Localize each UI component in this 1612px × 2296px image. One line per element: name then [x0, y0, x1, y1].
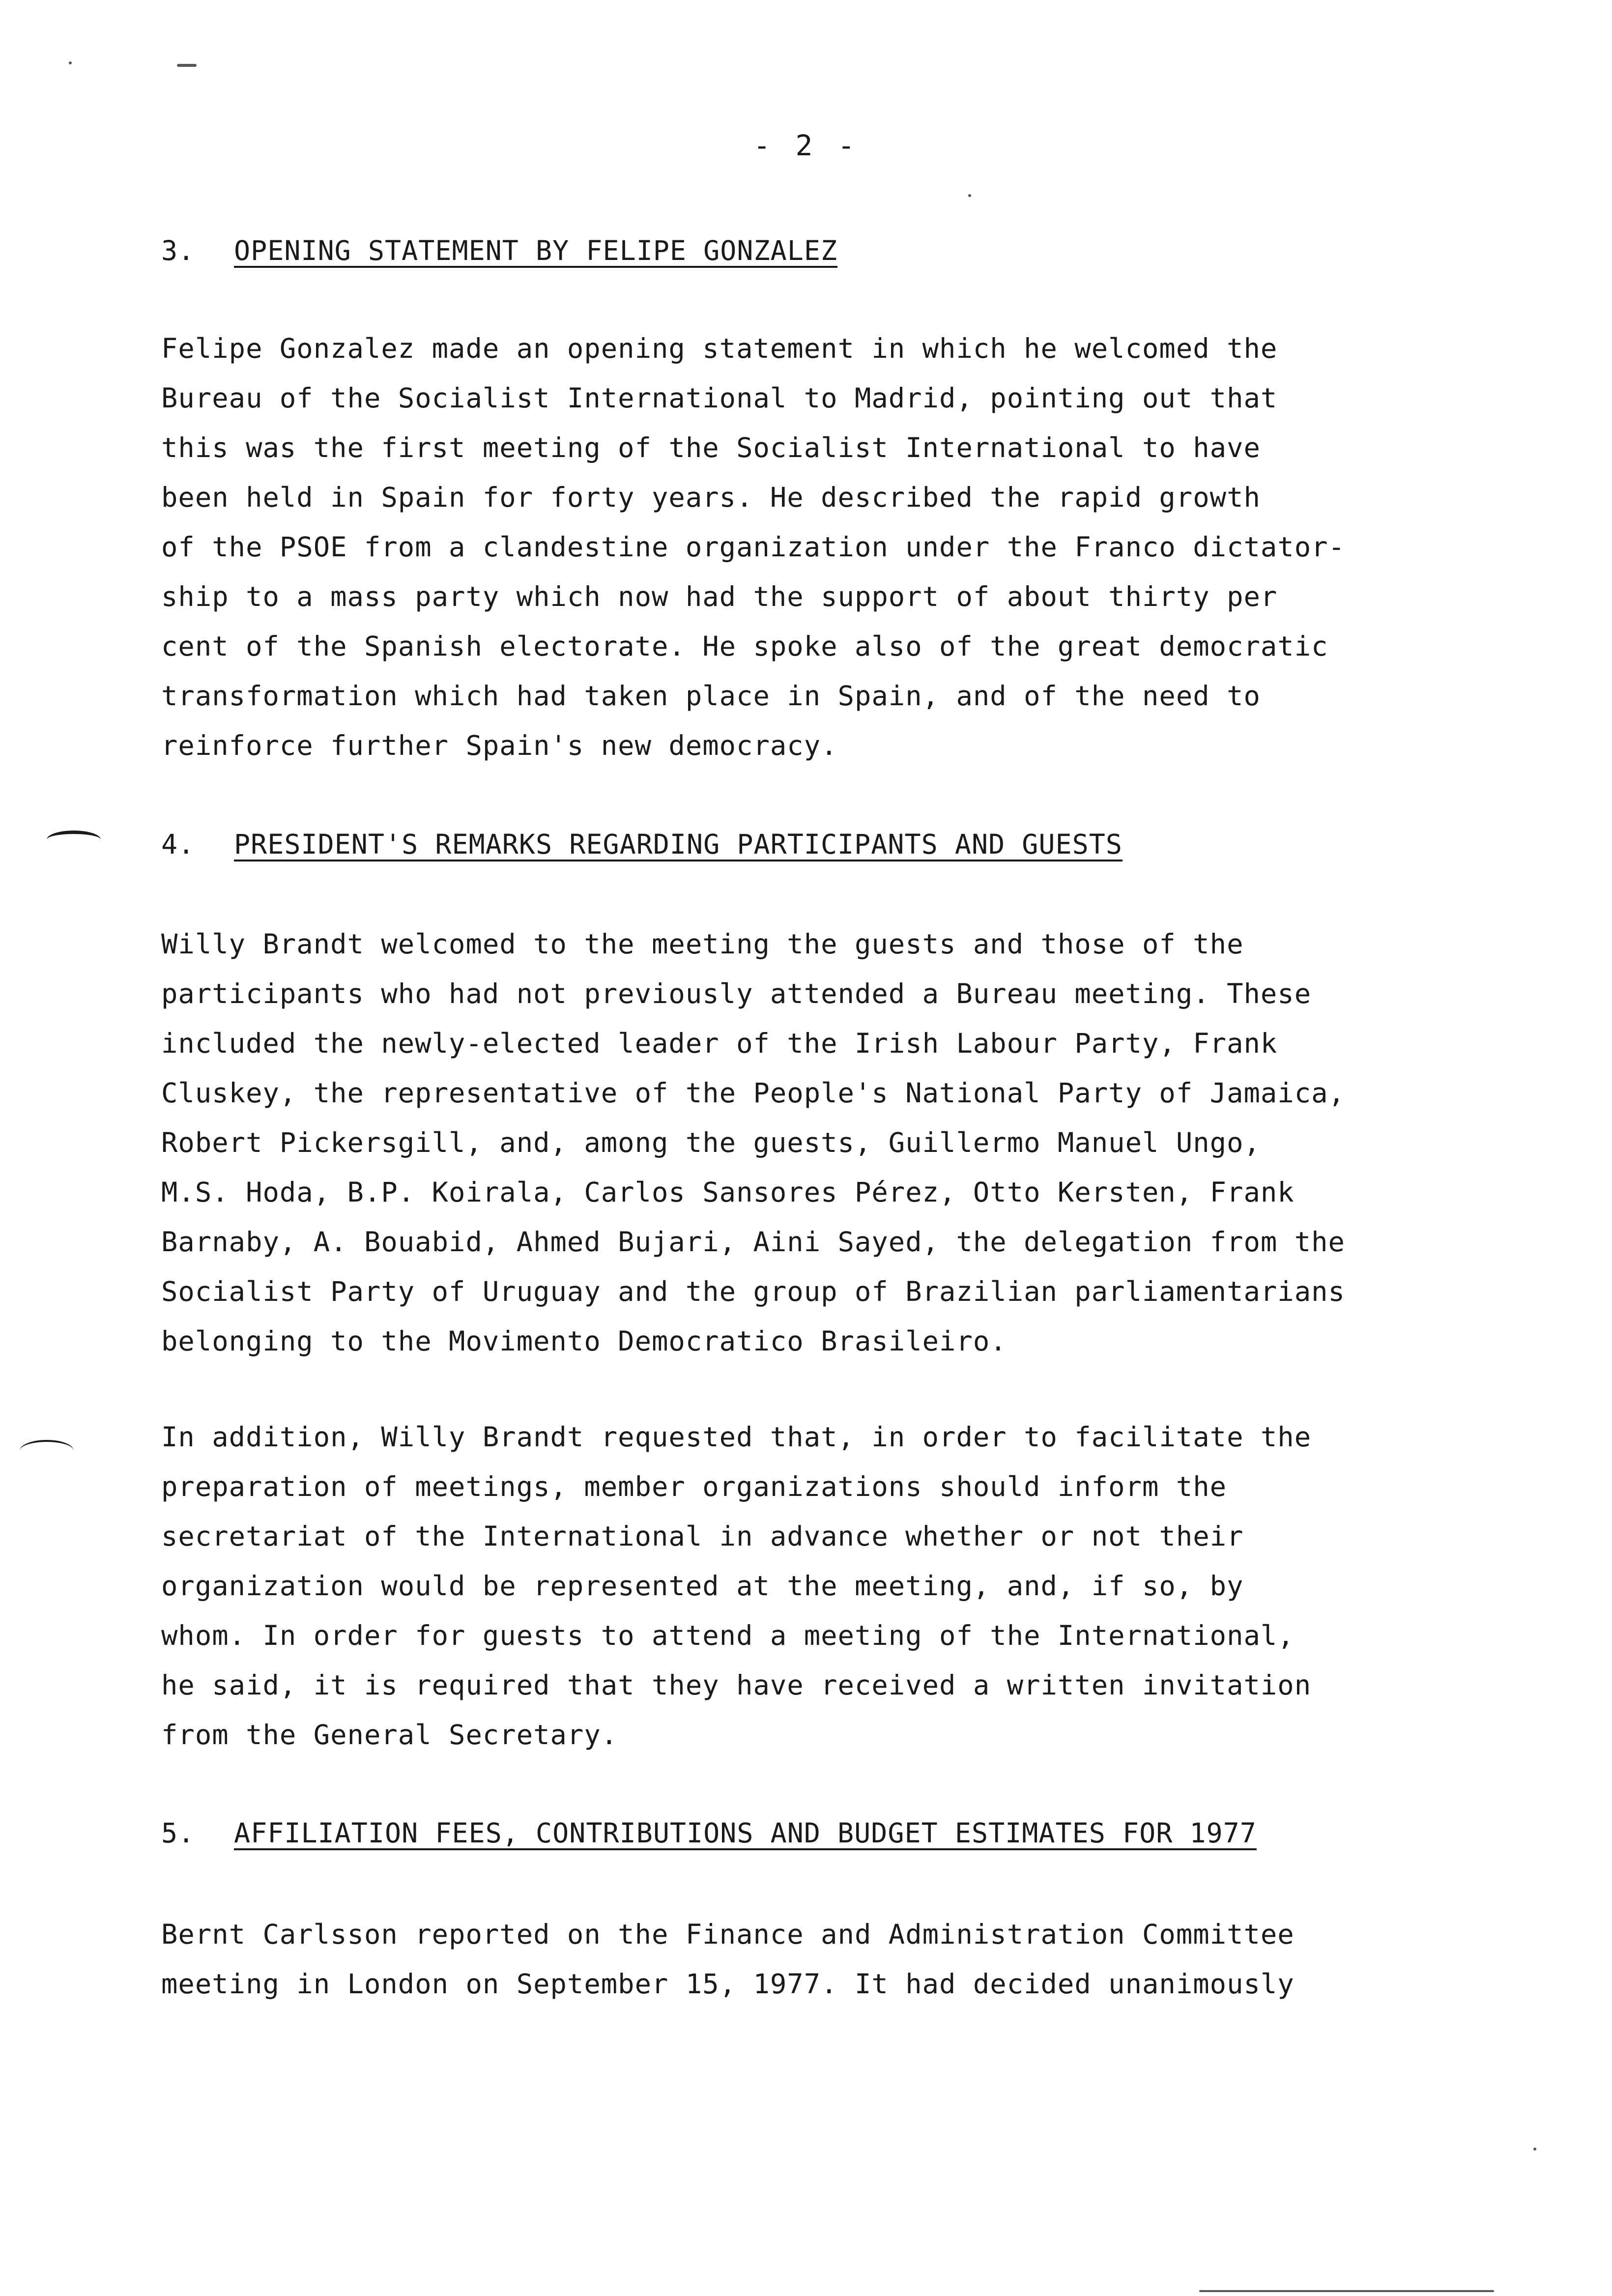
text-line: included the newly-elected leader of the Irish Labour Party, Frank: [161, 1028, 1278, 1060]
text-line: been held in Spain for forty years. He described the rapid growth: [161, 482, 1261, 514]
text-line: transformation which had taken place in Spain, and of the need to: [161, 680, 1261, 712]
text-line: this was the first meeting of the Socialist International to have: [161, 432, 1261, 464]
scan-speck: [1533, 2148, 1536, 2151]
text-line: whom. In order for guests to attend a meeting of the International,: [161, 1620, 1295, 1652]
section-3-heading: [161, 231, 1577, 270]
text-line: M.S. Hoda, B.P. Koirala, Carlos Sansores Pérez, Otto Kersten, Frank: [161, 1177, 1295, 1208]
section-number: 5.: [161, 1817, 195, 1849]
text-line: cent of the Spanish electorate. He spoke also of the great democratic: [161, 631, 1328, 662]
text-line: belonging to the Movimento Democratico Brasileiro.: [161, 1325, 1007, 1357]
text-line: he said, it is required that they have received a written invitation: [161, 1669, 1312, 1701]
page-number: - 2 -: [753, 129, 859, 162]
scan-speck: [177, 64, 197, 67]
section-title: OPENING STATEMENT BY FELIPE GONZALEZ: [234, 235, 838, 266]
text-line: Felipe Gonzalez made an opening statement in which he welcomed the: [161, 333, 1278, 365]
text-line: Barnaby, A. Bouabid, Ahmed Bujari, Aini Sayed, the delegation from the: [161, 1226, 1345, 1258]
section-3-paragraph-1: [161, 324, 1577, 771]
section-5-heading: [161, 1813, 1577, 1853]
text-line: In addition, Willy Brandt requested that, in order to facilitate the: [161, 1421, 1312, 1453]
text-line: of the PSOE from a clandestine organization under the Franco dictator-: [161, 531, 1345, 563]
text-line: reinforce further Spain's new democracy.: [161, 730, 838, 762]
text-line: organization would be represented at the meeting, and, if so, by: [161, 1570, 1244, 1602]
section-title: PRESIDENT'S REMARKS REGARDING PARTICIPANTS AND GUESTS: [234, 829, 1123, 860]
scan-speck: [1199, 2290, 1494, 2292]
text-line: Bureau of the Socialist International to Madrid, pointing out that: [161, 382, 1278, 414]
text-line: from the General Secretary.: [161, 1719, 618, 1751]
text-line: preparation of meetings, member organizations should inform the: [161, 1471, 1227, 1503]
text-line: Cluskey, the representative of the People's National Party of Jamaica,: [161, 1077, 1345, 1109]
text-line: Robert Pickersgill, and, among the guests, Guillermo Manuel Ungo,: [161, 1127, 1261, 1159]
section-5-paragraph-1: [161, 1910, 1577, 2009]
text-line: ship to a mass party which now had the support of about thirty per: [161, 581, 1278, 613]
section-title: AFFILIATION FEES, CONTRIBUTIONS AND BUDGET ESTIMATES FOR 1977: [234, 1817, 1257, 1849]
scan-speck: [968, 194, 971, 197]
section-4-heading: [161, 825, 1577, 864]
text-line: Socialist Party of Uruguay and the group of Brazilian parliamentarians: [161, 1276, 1345, 1308]
section-4-paragraph-2: [161, 1412, 1577, 1760]
scan-mark: [20, 1440, 74, 1462]
text-line: participants who had not previously attended a Bureau meeting. These: [161, 978, 1312, 1010]
section-4-paragraph-1: [161, 919, 1577, 1366]
text-line: secretariat of the International in advance whether or not their: [161, 1521, 1244, 1552]
text-line: Bernt Carlsson reported on the Finance and Administration Committee: [161, 1919, 1295, 1951]
section-number: 4.: [161, 829, 195, 860]
text-line: Willy Brandt welcomed to the meeting the guests and those of the: [161, 928, 1244, 960]
scan-speck: [69, 61, 72, 64]
scan-mark: [47, 831, 101, 849]
text-line: meeting in London on September 15, 1977. It had decided unanimously: [161, 1968, 1295, 2000]
section-number: 3.: [161, 235, 195, 266]
